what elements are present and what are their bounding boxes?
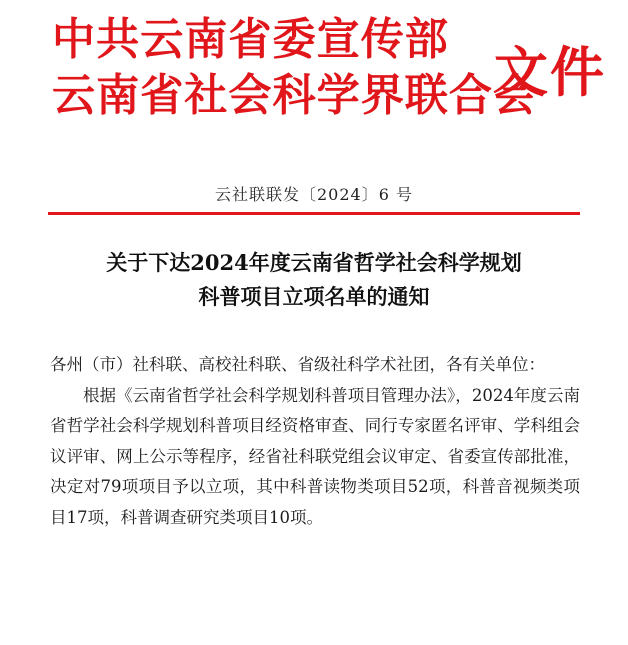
document-title-line1: 关于下达2024年度云南省哲学社会科学规划	[106, 250, 522, 275]
issuer-names	[52, 12, 538, 124]
document-title	[40, 246, 588, 314]
document-body	[50, 350, 580, 533]
issuer-name-propaganda-dept: 中共云南省委宣传部	[52, 14, 449, 65]
document-title-line2: 科普项目立项名单的通知	[198, 284, 430, 309]
document-number: 云社联联发〔2024〕6 号	[215, 185, 413, 204]
red-letterhead	[52, 12, 606, 132]
document-word: 文件	[494, 40, 606, 104]
salutation: 各州（市）社科联、高校社科联、省级社科学术社团，各有关单位：	[50, 355, 545, 374]
issuer-name-social-science-federation: 云南省社会科学界联合会	[52, 70, 538, 121]
red-divider-line	[48, 212, 580, 215]
body-paragraph: 根据《云南省哲学社会科学规划科普项目管理办法》，2024年度云南省哲学社会科学规划科普项目经资格审查、同行专家匿名评审、学科组会议评审、网上公示等程序，经省社科联党组会议审定、省委宣传部批准，决定对79项项目予以立项，其中科普读物类项目52项，科普音视频类项目17项，科普调查研究类项目10项。	[50, 385, 580, 527]
